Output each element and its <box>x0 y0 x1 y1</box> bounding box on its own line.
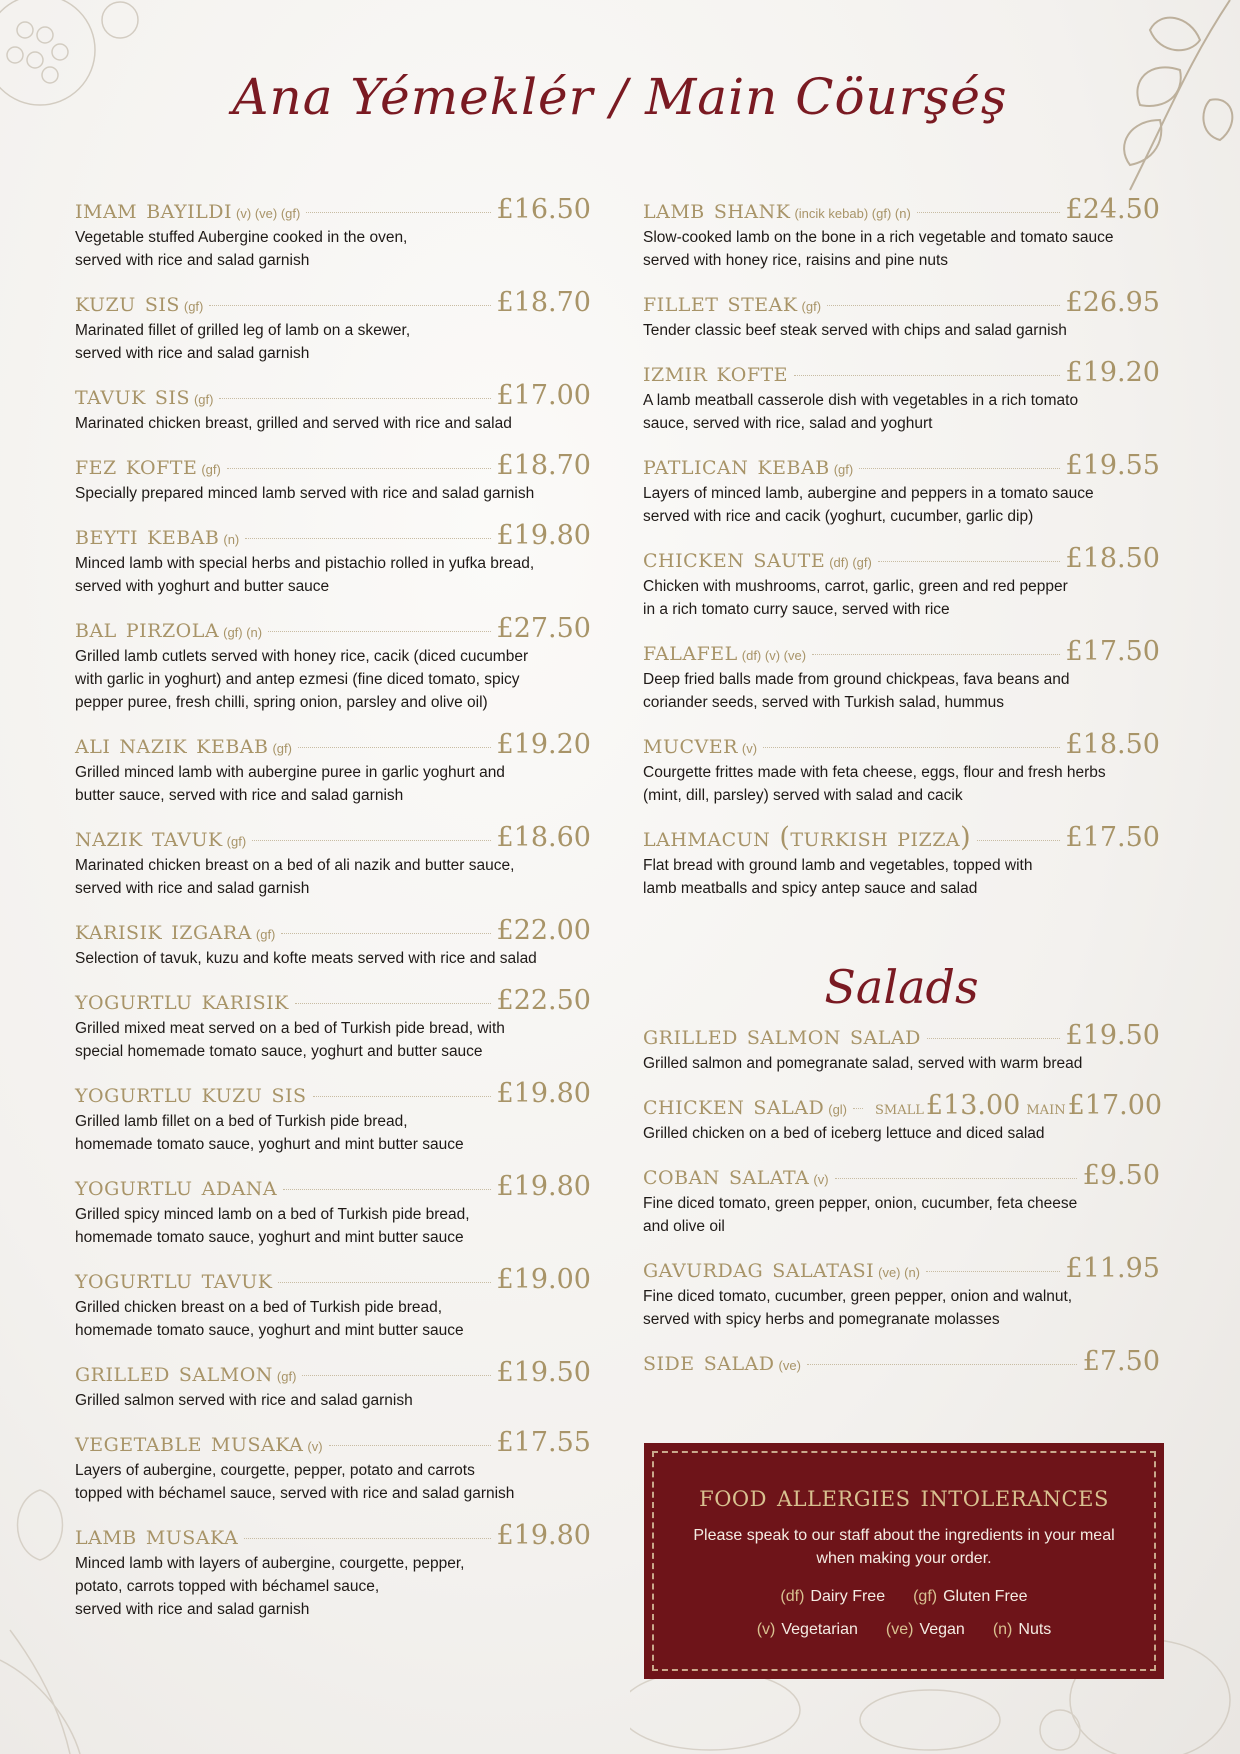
price: £7.50 <box>1082 1346 1160 1377</box>
menu-item <box>643 1090 1163 1145</box>
dish-name: beyti kebab <box>75 520 220 551</box>
dish-description: Grilled mixed meat served on a bed of Turkish pide bread, with special homemade tomato sauce, yoghurt and butter sauce <box>75 1020 505 1060</box>
menu-item <box>75 1520 591 1621</box>
dish-name: tavuk sis <box>75 380 190 411</box>
menu-item <box>75 729 591 807</box>
price: £19.80 <box>496 520 591 551</box>
dish-description: Grilled lamb fillet on a bed of Turkish pide bread, homemade tomato sauce, yoghurt and mint butter sauce <box>75 1113 464 1153</box>
dish-name: fillet steak <box>643 287 798 318</box>
dietary-tags: (gf) <box>272 741 292 756</box>
dish-description: Courgette frittes made with feta cheese, eggs, flour and fresh herbs (mint, dill, parsley) served with salad and cacik <box>643 764 1106 804</box>
dish-name: side salad <box>643 1346 775 1377</box>
legend-code: (ve) <box>885 1621 914 1638</box>
legend-entry <box>886 1621 965 1638</box>
price: £19.80 <box>496 1078 591 1109</box>
menu-item-header <box>643 450 1160 481</box>
menu-item-header <box>75 822 591 853</box>
dietary-tags: (gf) <box>183 299 204 314</box>
price: £19.50 <box>1065 1020 1160 1051</box>
dish-description: Layers of aubergine, courgette, pepper, potato and carrots topped with béchamel sauce, served with rice and salad garnish <box>75 1462 515 1502</box>
dish-description: Tender classic beef steak served with chips and salad garnish <box>643 322 1067 339</box>
dish-name: falafel <box>643 636 738 667</box>
price: £19.55 <box>1065 450 1160 481</box>
dish-name: karisik izgara <box>75 915 252 946</box>
menu-item-header <box>643 194 1160 225</box>
menu-item <box>75 1357 591 1412</box>
dish-description: Grilled minced lamb with aubergine puree in garlic yoghurt and butter sauce, served with rice and salad garnish <box>75 764 505 804</box>
menu-item-header <box>75 1171 591 1202</box>
dotted-leader <box>268 631 490 632</box>
dish-name: lamb musaka <box>75 1520 239 1551</box>
dish-description: Fine diced tomato, green pepper, onion, cucumber, feta cheese and olive oil <box>643 1195 1078 1235</box>
price: £27.50 <box>496 613 591 644</box>
dotted-leader <box>927 1038 1060 1039</box>
price: £17.50 <box>1065 822 1160 853</box>
price: £18.70 <box>496 287 591 318</box>
menu-item <box>643 1160 1160 1238</box>
menu-item-header <box>643 543 1160 574</box>
menu-item <box>75 613 591 714</box>
price: £18.50 <box>1065 729 1160 760</box>
dotted-leader <box>298 747 491 748</box>
menu-item-header <box>75 450 591 481</box>
dish-name: nazik tavuk <box>75 822 223 853</box>
menu-item <box>75 985 591 1063</box>
legend-code: (n) <box>992 1621 1013 1638</box>
menu-item <box>75 1078 591 1156</box>
menu-item-header <box>75 194 591 225</box>
dietary-tags: (gf) (n) <box>223 625 263 640</box>
dietary-tags: (incik kebab) (gf) (n) <box>794 206 911 221</box>
menu-item-header <box>75 380 591 411</box>
price: £18.50 <box>1065 543 1160 574</box>
dish-description: Slow-cooked lamb on the bone in a rich vegetable and tomato sauce served with honey rice, raisins and pine nuts <box>643 229 1114 269</box>
dish-name: grilled salmon salad <box>643 1020 921 1051</box>
menu-item <box>643 357 1160 435</box>
price: £19.20 <box>1065 357 1160 388</box>
dietary-tags: (v) <box>813 1172 829 1187</box>
dietary-tags: (gf) <box>201 462 221 477</box>
dish-description: Grilled salmon and pomegranate salad, served with warm bread <box>643 1055 1083 1072</box>
dotted-leader <box>209 305 490 306</box>
price: £16.50 <box>496 194 591 225</box>
menu-item-header <box>75 729 591 760</box>
menu-item-header <box>643 1090 1163 1121</box>
menu-item-header <box>643 1253 1160 1284</box>
price: £19.00 <box>496 1264 591 1295</box>
allergy-info-box <box>644 1443 1164 1679</box>
size-label-main: main <box>1026 1098 1066 1119</box>
menu-item-header <box>643 822 1160 853</box>
dotted-leader <box>302 1375 490 1376</box>
dish-name: lamb shank <box>643 194 791 225</box>
price: £26.95 <box>1065 287 1160 318</box>
dotted-leader <box>812 654 1059 655</box>
legend-entry <box>913 1588 1027 1605</box>
menu-item <box>75 194 591 272</box>
dotted-leader <box>245 538 490 539</box>
dotted-leader <box>313 1096 491 1097</box>
legend-label: Vegetarian <box>781 1621 858 1638</box>
menu-item <box>643 450 1160 528</box>
price: £17.00 <box>496 380 591 411</box>
legend-entry <box>993 1621 1051 1638</box>
dish-name: gavurdag salatasi <box>643 1253 875 1284</box>
dish-description: Marinated chicken breast on a bed of ali nazik and butter sauce, served with rice and salad garnish <box>75 857 515 897</box>
dotted-leader <box>281 933 490 934</box>
dietary-tags: (gf) <box>255 927 276 942</box>
dish-description: Chicken with mushrooms, carrot, garlic, green and red pepper in a rich tomato curry sauce, served with rice <box>643 578 1068 618</box>
menu-item-header <box>75 915 591 946</box>
dish-description: Selection of tavuk, kuzu and kofte meats served with rice and salad <box>75 950 537 967</box>
menu-item <box>75 520 591 598</box>
dotted-leader <box>252 840 490 841</box>
dotted-leader <box>295 1003 491 1004</box>
dietary-tags: (gf) <box>276 1369 297 1384</box>
menu-item-header <box>75 1520 591 1551</box>
dotted-leader <box>283 1189 490 1190</box>
allergy-legend <box>654 1580 1154 1646</box>
dish-description: Grilled salmon served with rice and salad garnish <box>75 1392 413 1409</box>
dish-name: fez kofte <box>75 450 198 481</box>
dietary-tags: (df) (v) (ve) <box>741 648 807 663</box>
dish-name: patlican kebab <box>643 450 830 481</box>
dish-description: Layers of minced lamb, aubergine and peppers in a tomato sauce served with rice and cacik (yoghurt, cucumber, garlic dip) <box>643 485 1094 525</box>
price: £19.80 <box>496 1520 591 1551</box>
menu-item <box>643 194 1160 272</box>
menu-item <box>75 450 591 505</box>
price: £19.50 <box>496 1357 591 1388</box>
dish-description: Grilled spicy minced lamb on a bed of Turkish pide bread, homemade tomato sauce, yoghurt and mint butter sauce <box>75 1206 470 1246</box>
dish-name: kuzu sis <box>75 287 180 318</box>
dotted-leader <box>977 840 1059 841</box>
menu-item <box>75 1264 591 1342</box>
dotted-leader <box>835 1178 1077 1179</box>
dotted-leader <box>794 375 1059 376</box>
price-small: £13.00 <box>925 1090 1021 1121</box>
menu-item <box>75 287 591 365</box>
menu-item-header <box>643 729 1160 760</box>
dish-name: vegetable musaka <box>75 1427 304 1458</box>
legend-entry <box>757 1621 858 1638</box>
price: £17.00 <box>1067 1090 1163 1121</box>
dish-name: chicken salad <box>643 1090 825 1121</box>
menu-item <box>75 1427 591 1505</box>
dietary-tags: (v) <box>741 741 758 756</box>
main-courses-left-column <box>75 194 591 1636</box>
dish-name: yogurtlu tavuk <box>75 1264 273 1295</box>
menu-item-header <box>643 357 1160 388</box>
legend-code: (df) <box>780 1588 805 1605</box>
dietary-tags: (n) <box>223 532 240 547</box>
dietary-tags: (gl) <box>828 1102 848 1117</box>
menu-item-header <box>75 1427 591 1458</box>
dotted-leader <box>219 398 490 399</box>
size-label-small: small <box>875 1098 924 1119</box>
dish-name: yogurtlu adana <box>75 1171 278 1202</box>
dish-name: mucver <box>643 729 738 760</box>
menu-item <box>643 1020 1160 1075</box>
dotted-leader <box>917 212 1060 213</box>
dish-description: Marinated chicken breast, grilled and served with rice and salad <box>75 415 512 432</box>
menu-item-header <box>75 613 591 644</box>
menu-item <box>75 915 591 970</box>
menu-item-header <box>643 1346 1160 1377</box>
menu-item <box>75 1171 591 1249</box>
dotted-leader <box>329 1445 491 1446</box>
menu-item-header <box>643 287 1160 318</box>
dietary-tags: (df) (gf) <box>829 555 872 570</box>
legend-label: Nuts <box>1018 1621 1052 1638</box>
dish-name: yogurtlu karisik <box>75 985 289 1016</box>
dotted-leader <box>306 212 490 213</box>
menu-item <box>643 636 1160 714</box>
dish-name: imam bayildi <box>75 194 233 225</box>
dish-description: Fine diced tomato, cucumber, green pepper, onion and walnut, served with spicy herbs and pomegranate molasses <box>643 1288 1073 1328</box>
legend-label: Vegan <box>919 1621 965 1638</box>
legend-code: (v) <box>756 1621 776 1638</box>
menu-item-header <box>643 1020 1160 1051</box>
legend-entry <box>780 1588 885 1605</box>
salads-title: Salads <box>824 960 979 1014</box>
dotted-leader <box>878 561 1060 562</box>
dish-description: Deep fried balls made from ground chickpeas, fava beans and coriander seeds, served with Turkish salad, hummus <box>643 671 1070 711</box>
menu-item <box>75 380 591 435</box>
legend-label: Gluten Free <box>943 1588 1028 1605</box>
dish-name: chicken saute <box>643 543 826 574</box>
dish-name: ali nazik kebab <box>75 729 269 760</box>
dish-name: yogurtlu kuzu sis <box>75 1078 307 1109</box>
price: £18.70 <box>496 450 591 481</box>
dotted-leader <box>227 468 491 469</box>
menu-item-header <box>75 520 591 551</box>
dish-name: izmir kofte <box>643 357 789 388</box>
allergy-title: food allergies intolerances <box>699 1479 1109 1514</box>
dotted-leader <box>278 1282 490 1283</box>
legend-label: Dairy Free <box>810 1588 886 1605</box>
dotted-leader <box>853 1108 863 1109</box>
price: £22.50 <box>496 985 591 1016</box>
menu-item <box>643 822 1160 900</box>
price: £22.00 <box>496 915 591 946</box>
dotted-leader <box>244 1538 490 1539</box>
menu-item <box>643 729 1160 807</box>
price: £19.80 <box>496 1171 591 1202</box>
menu-item-header <box>75 985 591 1016</box>
dotted-leader <box>859 468 1059 469</box>
dish-name: grilled salmon <box>75 1357 273 1388</box>
price: £9.50 <box>1082 1160 1160 1191</box>
dish-description: Minced lamb with special herbs and pistachio rolled in yufka bread, served with yoghurt and butter sauce <box>75 555 535 595</box>
dish-description: Vegetable stuffed Aubergine cooked in the oven, served with rice and salad garnish <box>75 229 408 269</box>
menu-item <box>643 543 1160 621</box>
price: £18.60 <box>496 822 591 853</box>
dotted-leader <box>763 747 1059 748</box>
dietary-tags: (gf) <box>226 834 247 849</box>
menu-item-header <box>643 636 1160 667</box>
menu-item <box>643 1253 1160 1331</box>
price: £19.20 <box>496 729 591 760</box>
dietary-tags: (ve) <box>778 1358 801 1373</box>
price: £24.50 <box>1065 194 1160 225</box>
dietary-tags: (v) (ve) (gf) <box>236 206 301 221</box>
menu-item <box>643 287 1160 342</box>
dietary-tags: (gf) <box>801 299 822 314</box>
dish-description: Specially prepared minced lamb served with rice and salad garnish <box>75 485 535 502</box>
dish-description: Grilled lamb cutlets served with honey rice, cacik (diced cucumber with garlic in yoghurt) and antep ezmesi (fine diced tomato, spicy pepper puree, fresh chilli, spring onion, parsley and olive oil) <box>75 648 529 711</box>
dish-description: Grilled chicken breast on a bed of Turkish pide bread, homemade tomato sauce, yoghurt and mint butter sauce <box>75 1299 464 1339</box>
dotted-leader <box>807 1364 1077 1365</box>
menu-item-header <box>75 1078 591 1109</box>
dietary-tags: (ve) (n) <box>878 1265 921 1280</box>
price: £11.95 <box>1065 1253 1160 1284</box>
allergy-text: Please speak to our staff about the ingredients in your meal when making your order. <box>693 1527 1115 1567</box>
menu-item <box>75 822 591 900</box>
dish-description: A lamb meatball casserole dish with vegetables in a rich tomato sauce, served with rice, salad and yoghurt <box>643 392 1079 432</box>
legend-code: (gf) <box>913 1588 938 1605</box>
menu-item-header <box>75 287 591 318</box>
dish-name: lahmacun (turkish pizza) <box>643 822 972 853</box>
main-courses-right-column <box>643 194 1163 1392</box>
dotted-leader <box>926 1271 1060 1272</box>
dotted-leader <box>827 305 1059 306</box>
dish-name: coban salata <box>643 1160 810 1191</box>
dietary-tags: (gf) <box>193 392 214 407</box>
menu-item-header <box>75 1264 591 1295</box>
menu-item-header <box>643 1160 1160 1191</box>
page-title: Ana Yémeklér / Main Cöurşéş <box>232 68 1008 126</box>
dietary-tags: (v) <box>307 1439 323 1454</box>
dish-description: Grilled chicken on a bed of iceberg lettuce and diced salad <box>643 1125 1045 1142</box>
dish-name: bal pirzola <box>75 613 220 644</box>
price: £17.50 <box>1065 636 1160 667</box>
menu-item-header <box>75 1357 591 1388</box>
dish-description: Marinated fillet of grilled leg of lamb on a skewer, served with rice and salad garnish <box>75 322 411 362</box>
menu-item <box>643 1346 1160 1377</box>
dietary-tags: (gf) <box>833 462 854 477</box>
dish-description: Flat bread with ground lamb and vegetables, topped with lamb meatballs and spicy antep sauce and salad <box>643 857 1033 897</box>
dish-description: Minced lamb with layers of aubergine, courgette, pepper, potato, carrots topped with béchamel sauce, served with rice and salad garnish <box>75 1555 465 1618</box>
price: £17.55 <box>496 1427 591 1458</box>
